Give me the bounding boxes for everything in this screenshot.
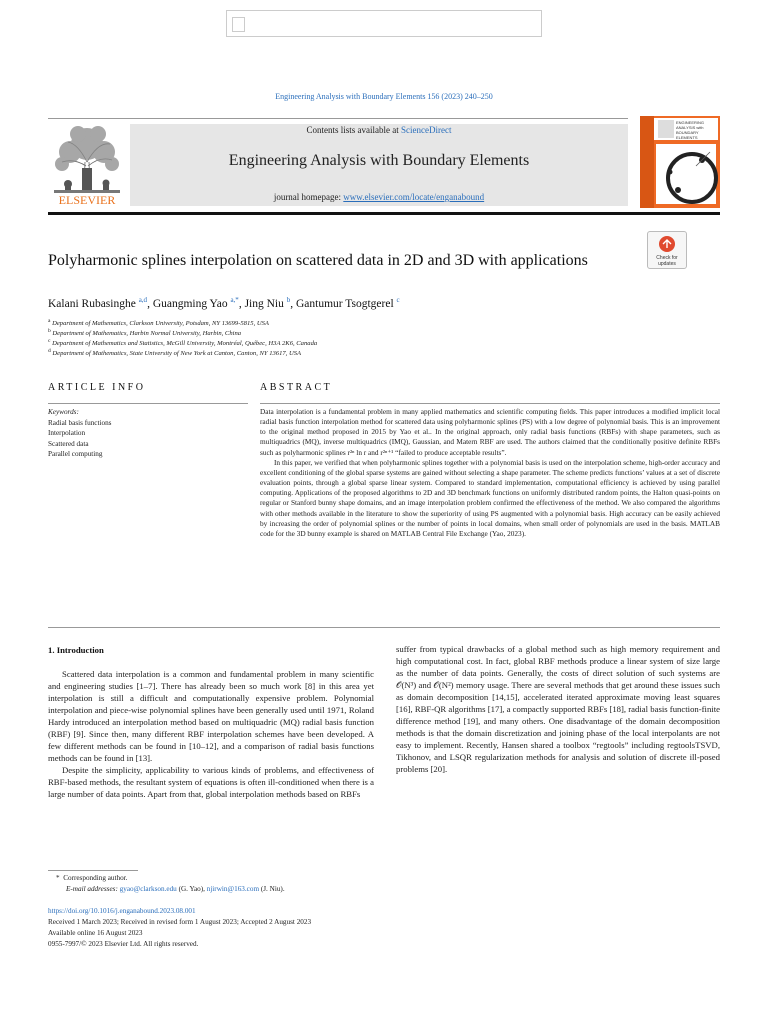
badge-line-1: Check for — [656, 255, 678, 261]
abstract-paragraph: Data interpolation is a fundamental problem in many applied mathematics and scientific computing fields. This paper introduces a modified implicit local radial basis function interpolation method for scattered data using polyharmonic splines (PS) with a low degree of polynomial basis. This is an improvement to the original method proposed in 2015 by Yao et al.. In the original approach, only radial basis functions (RBFs) with shape parameters, such as multiquadrics (MQ), inverse multiquadrics (IMQ), Gaussian, and Matern RBF are used. The authors claimed that the conditionally positive definite RBFs such as polyharmonic splines r²ⁿ ln r and r²ⁿ⁺¹ “failed to produce acceptable results”. — [260, 407, 720, 457]
journal-citation[interactable]: Engineering Analysis with Boundary Elements 156 (2023) 240–250 — [275, 92, 493, 101]
keyword: Radial basis functions — [48, 418, 112, 427]
contents-prefix: Contents lists available at — [306, 125, 401, 135]
email-line: E-mail addresses: gyao@clarkson.edu (G. Yao), njirwin@163.com (J. Niu). — [66, 885, 285, 893]
author-affil-sup[interactable]: a,d — [138, 296, 148, 304]
article-info-heading: ARTICLE INFO — [48, 382, 146, 393]
body-paragraph: suffer from typical drawbacks of a global method such as high memory requirement and high computational cost. In fact, global RBF methods produce a linear system of size large as the number of data points. Generally, the costs of direct solution of such systems are 𝒪(N³) and 𝒪(N²) memory usage. There are several methods that get around these issues such as domain decomposition [14,15], accelerated iterated approximate moving least squares [16], RBF-QR algorithms [17], a compactly supported RBFs [18], radial basis function-finite difference method [19], and many others. One disadvantage of the domain decomposition methods is that the domain discretization and joining phase of the local interpolants are not easy to implement. Recently, Hansen shared a toolbox “regtools” including regtoolsTSVD, Tikhonov, and LSQR regularization methods for analysis and solution of discrete ill-posed problems [20]. — [396, 644, 720, 775]
journal-title: Engineering Analysis with Boundary Elements — [228, 152, 530, 169]
keywords-label: Keywords: — [48, 408, 79, 416]
copyright-line: 0955-7997/© 2023 Elsevier Ltd. All rights reserved. — [48, 940, 199, 948]
badge-line-2: updates — [658, 261, 676, 267]
header-separator — [48, 212, 720, 215]
keyword: Scattered data — [48, 439, 89, 448]
footnote-rule — [48, 870, 138, 871]
author-name: Jing Niu — [244, 297, 284, 310]
abstract-bottom-rule — [48, 627, 720, 628]
journal-cover[interactable] — [640, 116, 720, 208]
author-name: Guangming Yao — [152, 297, 228, 310]
elsevier-logo — [48, 122, 126, 206]
abstract-heading: ABSTRACT — [260, 382, 333, 393]
author-affil-sup[interactable]: a,* — [230, 296, 239, 304]
email-link[interactable]: njirwin@163.com — [206, 885, 260, 893]
doi-link[interactable]: https://doi.org/10.1016/j.enganabound.2023.08.001 — [48, 907, 196, 915]
email-label: E-mail addresses: — [66, 885, 118, 893]
check-for-updates-badge[interactable] — [647, 231, 687, 269]
online-date: Available online 16 August 2023 — [48, 929, 143, 937]
affiliation: $^c$ Department of Mathematics and Statistics, McGill University, Montréal, Québec, H3A 2K6, Canada — [48, 338, 318, 348]
cover-line-4: ELEMENTS — [676, 135, 698, 140]
keywords-block — [48, 407, 248, 460]
body-paragraph: Scattered data interpolation is a common and fundamental problem in many scientific and engineering studies [1–7]. There has already been so much work [8] in this area yet interpolation is still a difficult and computationally expensive problem. Polynomial interpolation and piece-wise polynomial splines have been generally used until 1971, Roland Hardy introduced an interpolation method based on multiquadric (MQ) radial basis function (RBF) [9]. Since then, many different RBF interpolation schemes have been developed. A few different methods can be found in [10–12], and a comparison of radial basis functions methods can be found in [13]. — [48, 669, 374, 764]
homepage-link[interactable]: www.elsevier.com/locate/enganabound — [343, 192, 485, 202]
abstract-paragraph: In this paper, we verified that when polyharmonic splines together with a polynomial basis is used on the interpolation scheme, high-order accuracy and excellent conditioning of the global sparse systems are gained without selecting a shape parameter. The scheme predicts functions’ values at a set of discrete evaluation points, through a global sparse linear system. Compared to standard implementation, computational efficiency is achieved by using parallel computing. Applications of the proposed algorithms to 2D and 3D benchmark functions on uniformly distributed random points, the Halton quasi-points on regular or Stanford bunny shape domains, and an image interpolation problem confirmed the effectiveness of the method. We also compared the algorithms with other methods available in the literature to show the superiority of using PS augmented with a polynomial basis. High accuracy can be easily achieved by increasing the order of polynomial splines or the number of points in local domains, when small order of polynomials are used in the basis. MATLAB code for the 3D bunny example is shared on MATLAB Central File Exchange (Yao, 2023). — [260, 457, 720, 538]
body-paragraph: Despite the simplicity, applicability to various kinds of problems, and effectiveness of RBF-based methods, the resultant system of equations is often ill-conditioned when there is a large number of data points. Apart from that, global interpolation methods based on RBFs — [48, 765, 374, 800]
doi-line — [48, 906, 688, 917]
cover-line-1: ENGINEERING — [676, 120, 705, 125]
author-affil-sup[interactable]: c — [396, 296, 400, 304]
placeholder-square — [232, 17, 245, 32]
author-name: Kalani Rubasinghe — [48, 297, 136, 310]
article-info-rule — [48, 403, 248, 404]
elsevier-wordmark: ELSEVIER — [58, 193, 116, 206]
body-column-right — [396, 643, 720, 776]
homepage-prefix: journal homepage: — [273, 192, 344, 202]
section-heading-introduction: 1. Introduction — [48, 645, 104, 655]
top-rule — [48, 118, 628, 119]
homepage-line — [130, 192, 628, 202]
author-affil-sup[interactable]: b — [286, 296, 291, 304]
received-dates: Received 1 March 2023; Received in revised form 1 August 2023; Accepted 2 August 2023 — [48, 918, 312, 926]
top-frame — [226, 10, 542, 37]
affiliation: $^d$ Department of Mathematics, State University of New York at Canton, Canton, NY 13617, USA — [48, 348, 302, 358]
author-list: Kalani Rubasinghe $^{a,d}$, Guangming Yao $^{a,*}$, Jing Niu $^b$, Gantumur Tsogtgerel $^c$ — [48, 296, 400, 310]
abstract-rule — [260, 403, 720, 404]
affiliation: $^b$ Department of Mathematics, Harbin Normal University, Harbin, China — [48, 328, 242, 338]
affiliation: $^a$ Department of Mathematics, Clarkson University, Potsdam, NY 13699-5815, USA — [48, 318, 269, 328]
body-column-left — [48, 668, 374, 801]
cover-line-2: ANALYSIS with — [676, 125, 704, 130]
abstract-body — [260, 407, 720, 539]
corresponding-author-note: * Corresponding author. — [56, 874, 128, 882]
sciencedirect-link[interactable]: ScienceDirect — [401, 125, 452, 135]
email-link[interactable]: gyao@clarkson.edu — [119, 885, 177, 893]
keyword: Parallel computing — [48, 450, 103, 458]
contents-line — [130, 125, 628, 135]
author-name: Gantumur Tsogtgerel — [295, 297, 394, 310]
cover-line-3: BOUNDARY — [676, 130, 699, 135]
keyword: Interpolation — [48, 429, 86, 437]
article-title: Polyharmonic splines interpolation on scattered data in 2D and 3D with applications — [48, 252, 588, 269]
